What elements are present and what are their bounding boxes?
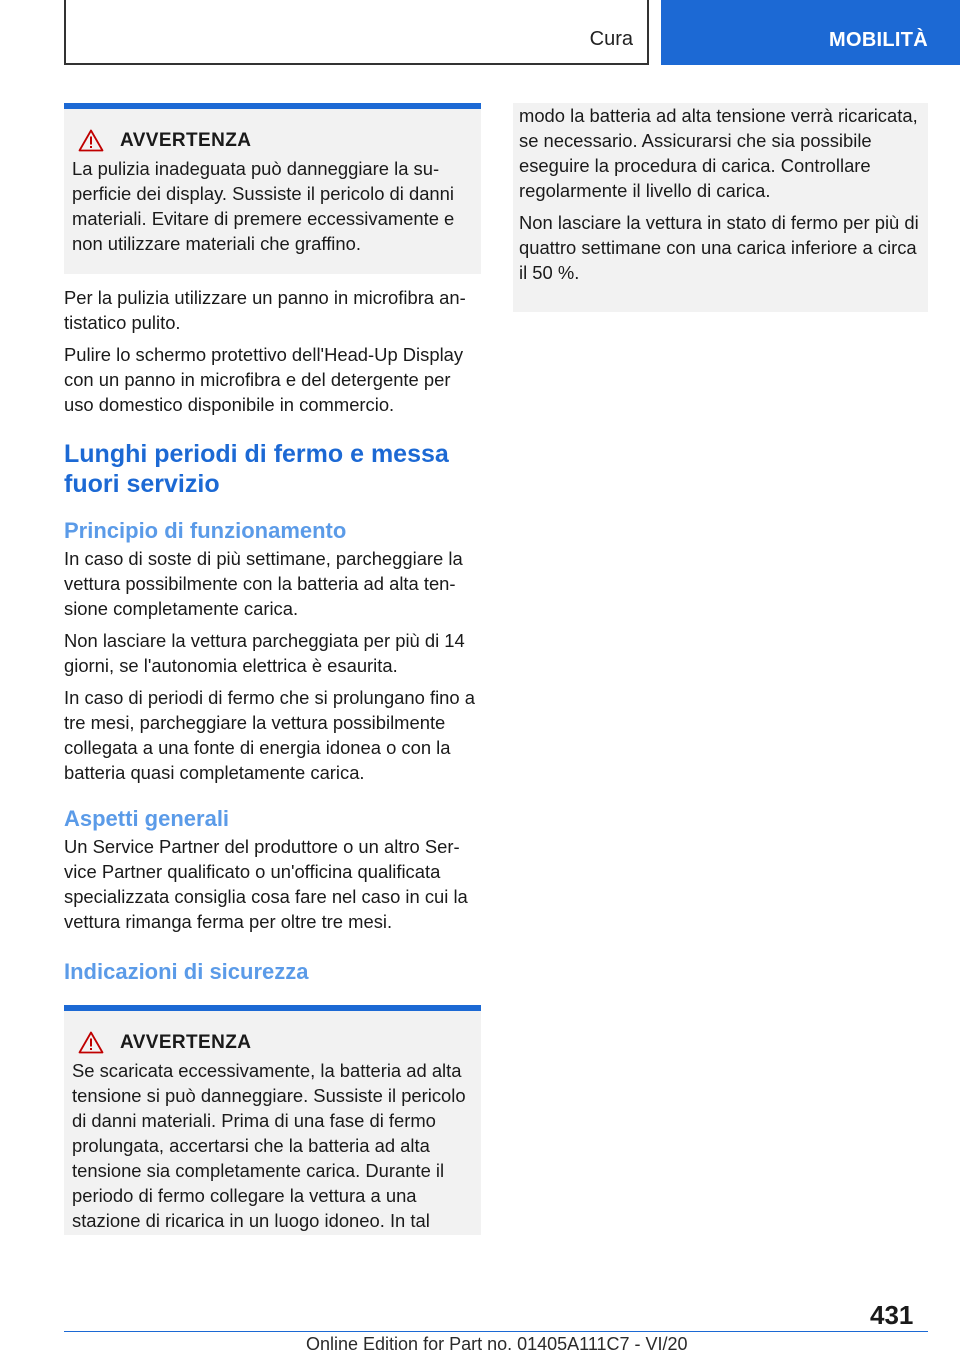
subsection-heading: Principio di funzionamento (64, 518, 347, 543)
warning-box-continued (513, 103, 928, 312)
section-heading: Lunghi periodi di fermo e messa fuori servizio (64, 440, 449, 498)
warning-text: modo la batteria ad alta tensione verrà ricaricata, se necessario. Assicurarsi che sia possibile eseguire la procedura di carica. Controllare regolarmente il livello di carica. (519, 105, 918, 201)
subsection-heading: Indicazioni di sicurezza (64, 959, 309, 984)
paragraph: In caso di periodi di fermo che si prolungano fino a tre mesi, parcheggiare la vettura possibilmente collegata a una fonte di energia idonea o con la batteria quasi completamente carica. (64, 687, 475, 783)
page-number: 431 (870, 1300, 914, 1330)
header-chapter-title: MOBILITÀ (829, 29, 929, 51)
paragraph: Non lasciare la vettura parcheggiata per più di 14 giorni, se l'autonomia elettrica è esaurita. (64, 630, 465, 676)
warning-text: Non lasciare la vettura in stato di fermo per più di quattro settimane con una carica inferiore a circa il 50 %. (519, 212, 919, 283)
header-section-box (64, 0, 649, 65)
warning-triangle-icon (78, 129, 104, 152)
footer-edition-text: Online Edition for Part no. 01405A111C7 - VI/20 (306, 1334, 688, 1354)
header-section-title: Cura (589, 28, 633, 50)
warning-box-battery (64, 1005, 481, 1235)
warning-header (72, 1031, 473, 1054)
left-column (64, 103, 481, 1235)
warning-header (72, 129, 473, 152)
header-chapter-tab (661, 0, 960, 65)
footer-divider (64, 1331, 928, 1332)
warning-triangle-icon (78, 1031, 104, 1054)
paragraph: Pulire lo schermo protettivo dell'Head-Up Display con un panno in microfibra e del detergente per uso domestico disponibile in commercio. (64, 344, 464, 415)
paragraph: Un Service Partner del produttore o un altro Service Partner qualificato o un'officina qualificata specializzata consiglia cosa fare nel caso in cui la vettura rimanga ferma per oltre tre mesi. (64, 836, 468, 932)
warning-box-display (64, 103, 481, 274)
warning-text: La pulizia inadeguata può danneggiare la superficie dei display. Sussiste il pericolo di danni materiali. Evitare di premere eccessivamente e non utilizzare materiali che graffino. (72, 158, 455, 254)
right-column (513, 103, 928, 312)
warning-text: Se scaricata eccessivamente, la batteria ad alta tensione si può danneggiare. Sussiste il pericolo di danni materiali. Prima di una fase di fermo prolungata, accertarsi che la batteria ad alta tensione sia completamente carica. Durante il periodo di fermo collegare la vettura a una stazione di ricarica in un luogo idoneo. In tal (72, 1060, 466, 1231)
subsection-heading: Aspetti generali (64, 806, 230, 831)
warning-title: AVVERTENZA (120, 129, 252, 151)
warning-title: AVVERTENZA (120, 1031, 252, 1053)
paragraph: Per la pulizia utilizzare un panno in microfibra antistatico pulito. (64, 287, 466, 333)
paragraph: In caso di soste di più settimane, parcheggiare la vettura possibilmente con la batteria ad alta tensione completamente carica. (64, 548, 463, 619)
